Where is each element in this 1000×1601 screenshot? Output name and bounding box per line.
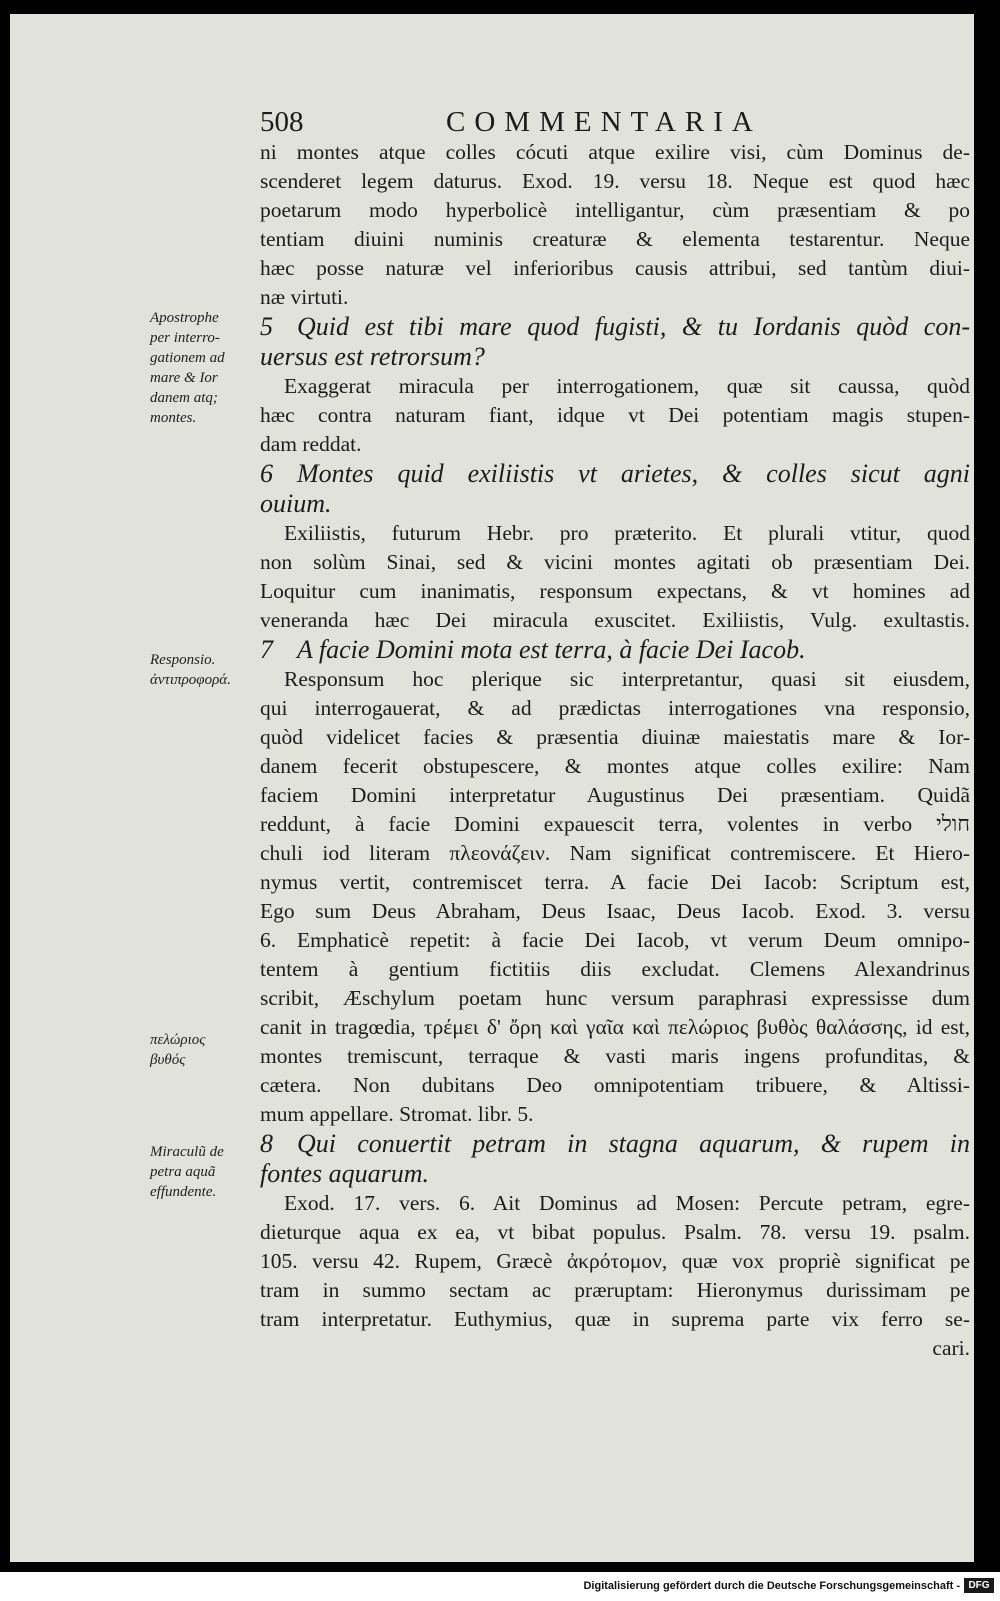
verse-number: 7 (260, 635, 273, 664)
margin-note-line: danem atq; (150, 390, 218, 406)
text-line (260, 1189, 970, 1218)
line-text: dieturque aqua ex ea, vt bibat populus. Psalm. 78. versu 19. psalm. (260, 1220, 970, 1244)
text-line (260, 372, 970, 401)
text-line (260, 984, 970, 1013)
line-text: danem fecerit obstupescere, & montes atque colles exilire: Nam (260, 754, 970, 778)
text-line (260, 810, 970, 839)
line-text: cætera. Non dubitans Deo omnipotentiam tribuere, & Altissi- (260, 1073, 970, 1097)
text-line (260, 225, 970, 254)
line-text: qui interrogauerat, & ad prædictas interrogationes vna responsio, (260, 696, 970, 720)
margin-note-greek (150, 1030, 268, 1070)
text-line (260, 752, 970, 781)
line-text: Exaggerat miracula per interrogationem, quæ sit caussa, quòd (284, 374, 970, 398)
text-line (260, 1247, 970, 1276)
line-text: scribit, Æschylum poetam hunc versum paraphrasi expressisse dum (260, 986, 970, 1010)
text-line (260, 694, 970, 723)
verse-number: 6 (260, 459, 273, 488)
dfg-logo: DFG (964, 1578, 994, 1593)
text-line (260, 138, 970, 167)
line-text: quòd videlicet facies & præsentia diuinæ maiestatis mare & Ior- (260, 725, 970, 749)
line-text: tram in summo sectam ac præruptam: Hieronymus durissimam pe (260, 1278, 970, 1302)
text-line (260, 665, 970, 694)
running-head: COMMENTARIA (446, 106, 762, 138)
line-text: uersus est retrorsum? (260, 342, 485, 371)
text-line (260, 926, 970, 955)
book-page (10, 14, 974, 1562)
text-line (260, 548, 970, 577)
line-text: ouium. (260, 489, 332, 518)
text-line (260, 1276, 970, 1305)
margin-note-line: montes. (150, 410, 197, 426)
line-text: veneranda hæc Dei miracula exuscitet. Exiliistis, Vulg. exultastis. (260, 608, 970, 632)
line-text: hæc posse naturæ vel inferioribus causis attribui, sed tantùm diui- (260, 256, 970, 280)
margin-note-responsio (150, 650, 268, 690)
text-line (260, 519, 970, 548)
line-text: cari. (932, 1336, 970, 1360)
digitization-credit: Digitalisierung gefördert durch die Deutsche Forschungsgemeinschaft - (583, 1580, 960, 1592)
margin-note-line: mare & Ior (150, 370, 218, 386)
margin-note-line: per interro- (150, 330, 220, 346)
line-text: Quid est tibi mare quod fugisti, & tu Iordanis quòd con- (297, 312, 970, 341)
line-text: fontes aquarum. (260, 1159, 429, 1188)
line-text: Ego sum Deus Abraham, Deus Isaac, Deus Iacob. Exod. 3. versu (260, 899, 970, 923)
text-line (260, 781, 970, 810)
line-text: nymus vertit, contremiscet terra. A facie Dei Iacob: Scriptum est, (260, 870, 970, 894)
line-text: faciem Domini interpretatur Augustinus Dei præsentiam. Quidã (260, 783, 970, 807)
verse-line (260, 635, 970, 665)
text-line (260, 955, 970, 984)
page-number: 508 (260, 106, 304, 138)
text-line (260, 1305, 970, 1334)
line-text: 6. Emphaticè repetit: à facie Dei Iacob, vt verum Deum omnipo- (260, 928, 970, 952)
text-line (260, 868, 970, 897)
line-text: 105. versu 42. Rupem, Græcè ἀκρότομον, quæ vox propriè significat pe (260, 1249, 970, 1273)
line-text: dam reddat. (260, 432, 362, 456)
line-text: mum appellare. Stromat. libr. 5. (260, 1102, 534, 1126)
line-text: A facie Domini mota est terra, à facie Dei Iacob. (297, 635, 806, 664)
line-text: Responsum hoc plerique sic interpretantur, quasi sit eiusdem, (284, 667, 970, 691)
text-line (260, 1218, 970, 1247)
line-text: tram interpretatur. Euthymius, quæ in suprema parte vix ferro se- (260, 1307, 970, 1331)
text-line (260, 839, 970, 868)
text-line (260, 430, 970, 459)
line-text: tentem à gentium fictitiis diis excludat. Clemens Alexandrinus (260, 957, 970, 981)
text-line (260, 1071, 970, 1100)
margin-note-line: petra aquã (150, 1164, 216, 1180)
line-text: Montes quid exiliistis vt arietes, & colles sicut agni (297, 459, 970, 488)
line-text: scenderet legem daturus. Exod. 19. versu 18. Neque est quod hæc (260, 169, 970, 193)
margin-note-line: Apostrophe (150, 310, 219, 326)
margin-note-line: effundente. (150, 1184, 217, 1200)
margin-note-miraculum (150, 1142, 268, 1202)
line-text: non solùm Sinai, sed & vicini montes agitati ob præsentiam Dei. (260, 550, 970, 574)
text-line (260, 1013, 970, 1042)
text-line (260, 196, 970, 225)
verse-line (260, 312, 970, 342)
verse-line (260, 1129, 970, 1159)
text-line (260, 489, 970, 519)
margin-note-line: Responsio. (150, 652, 216, 668)
margin-note-line: gationem ad (150, 350, 225, 366)
text-line (260, 283, 970, 312)
line-text: chuli iod literam πλεονάζειν. Nam significat contremiscere. Et Hiero- (260, 841, 970, 865)
line-text: montes tremiscunt, terraque & vasti maris ingens profunditas, & (260, 1044, 970, 1068)
margin-note-line: ἀντιπροφορά. (150, 672, 231, 688)
margin-note-line: Miraculũ de (150, 1144, 224, 1160)
text-line (260, 577, 970, 606)
text-line (260, 167, 970, 196)
verse-number: 5 (260, 312, 273, 341)
verse-number: 8 (260, 1129, 273, 1158)
line-text: hæc contra naturam fiant, idque vt Dei potentiam magis stupen- (260, 403, 970, 427)
margin-note-line: βυθός (150, 1052, 186, 1068)
verse-line (260, 459, 970, 489)
text-line (260, 254, 970, 283)
margin-note-line: πελώριος (150, 1032, 206, 1048)
text-line (260, 1042, 970, 1071)
text-line (260, 1334, 970, 1363)
text-line (260, 342, 970, 372)
margin-note-apostrophe (150, 308, 268, 428)
line-text: tentiam diuini numinis creaturæ & elementa testarentur. Neque (260, 227, 970, 251)
main-text (260, 138, 970, 1363)
text-line (260, 1100, 970, 1129)
line-text: ni montes atque colles cócuti atque exilire visi, cùm Dominus de- (260, 140, 970, 164)
line-text: poetarum modo hyperbolicè intelligantur, cùm præsentiam & po (260, 198, 970, 222)
text-line (260, 1159, 970, 1189)
line-text: Exod. 17. vers. 6. Ait Dominus ad Mosen: Percute petram, egre- (284, 1191, 970, 1215)
line-text: canit in tragœdia, τρέμει δ' ὄρη καὶ γαῖα καὶ πελώριος βυθὸς θαλάσσης, id est, (260, 1015, 970, 1039)
line-text: reddunt, à facie Domini expauescit terra, volentes in verbo חולי (260, 812, 970, 836)
text-line (260, 401, 970, 430)
line-text: næ virtuti. (260, 285, 349, 309)
text-line (260, 723, 970, 752)
line-text: Loquitur cum inanimatis, responsum expectans, & vt homines ad (260, 579, 970, 603)
line-text: Exiliistis, futurum Hebr. pro præterito. Et plurali vtitur, quod (284, 521, 970, 545)
text-line (260, 897, 970, 926)
line-text: Qui conuertit petram in stagna aquarum, & rupem in (297, 1129, 970, 1158)
text-line (260, 606, 970, 635)
